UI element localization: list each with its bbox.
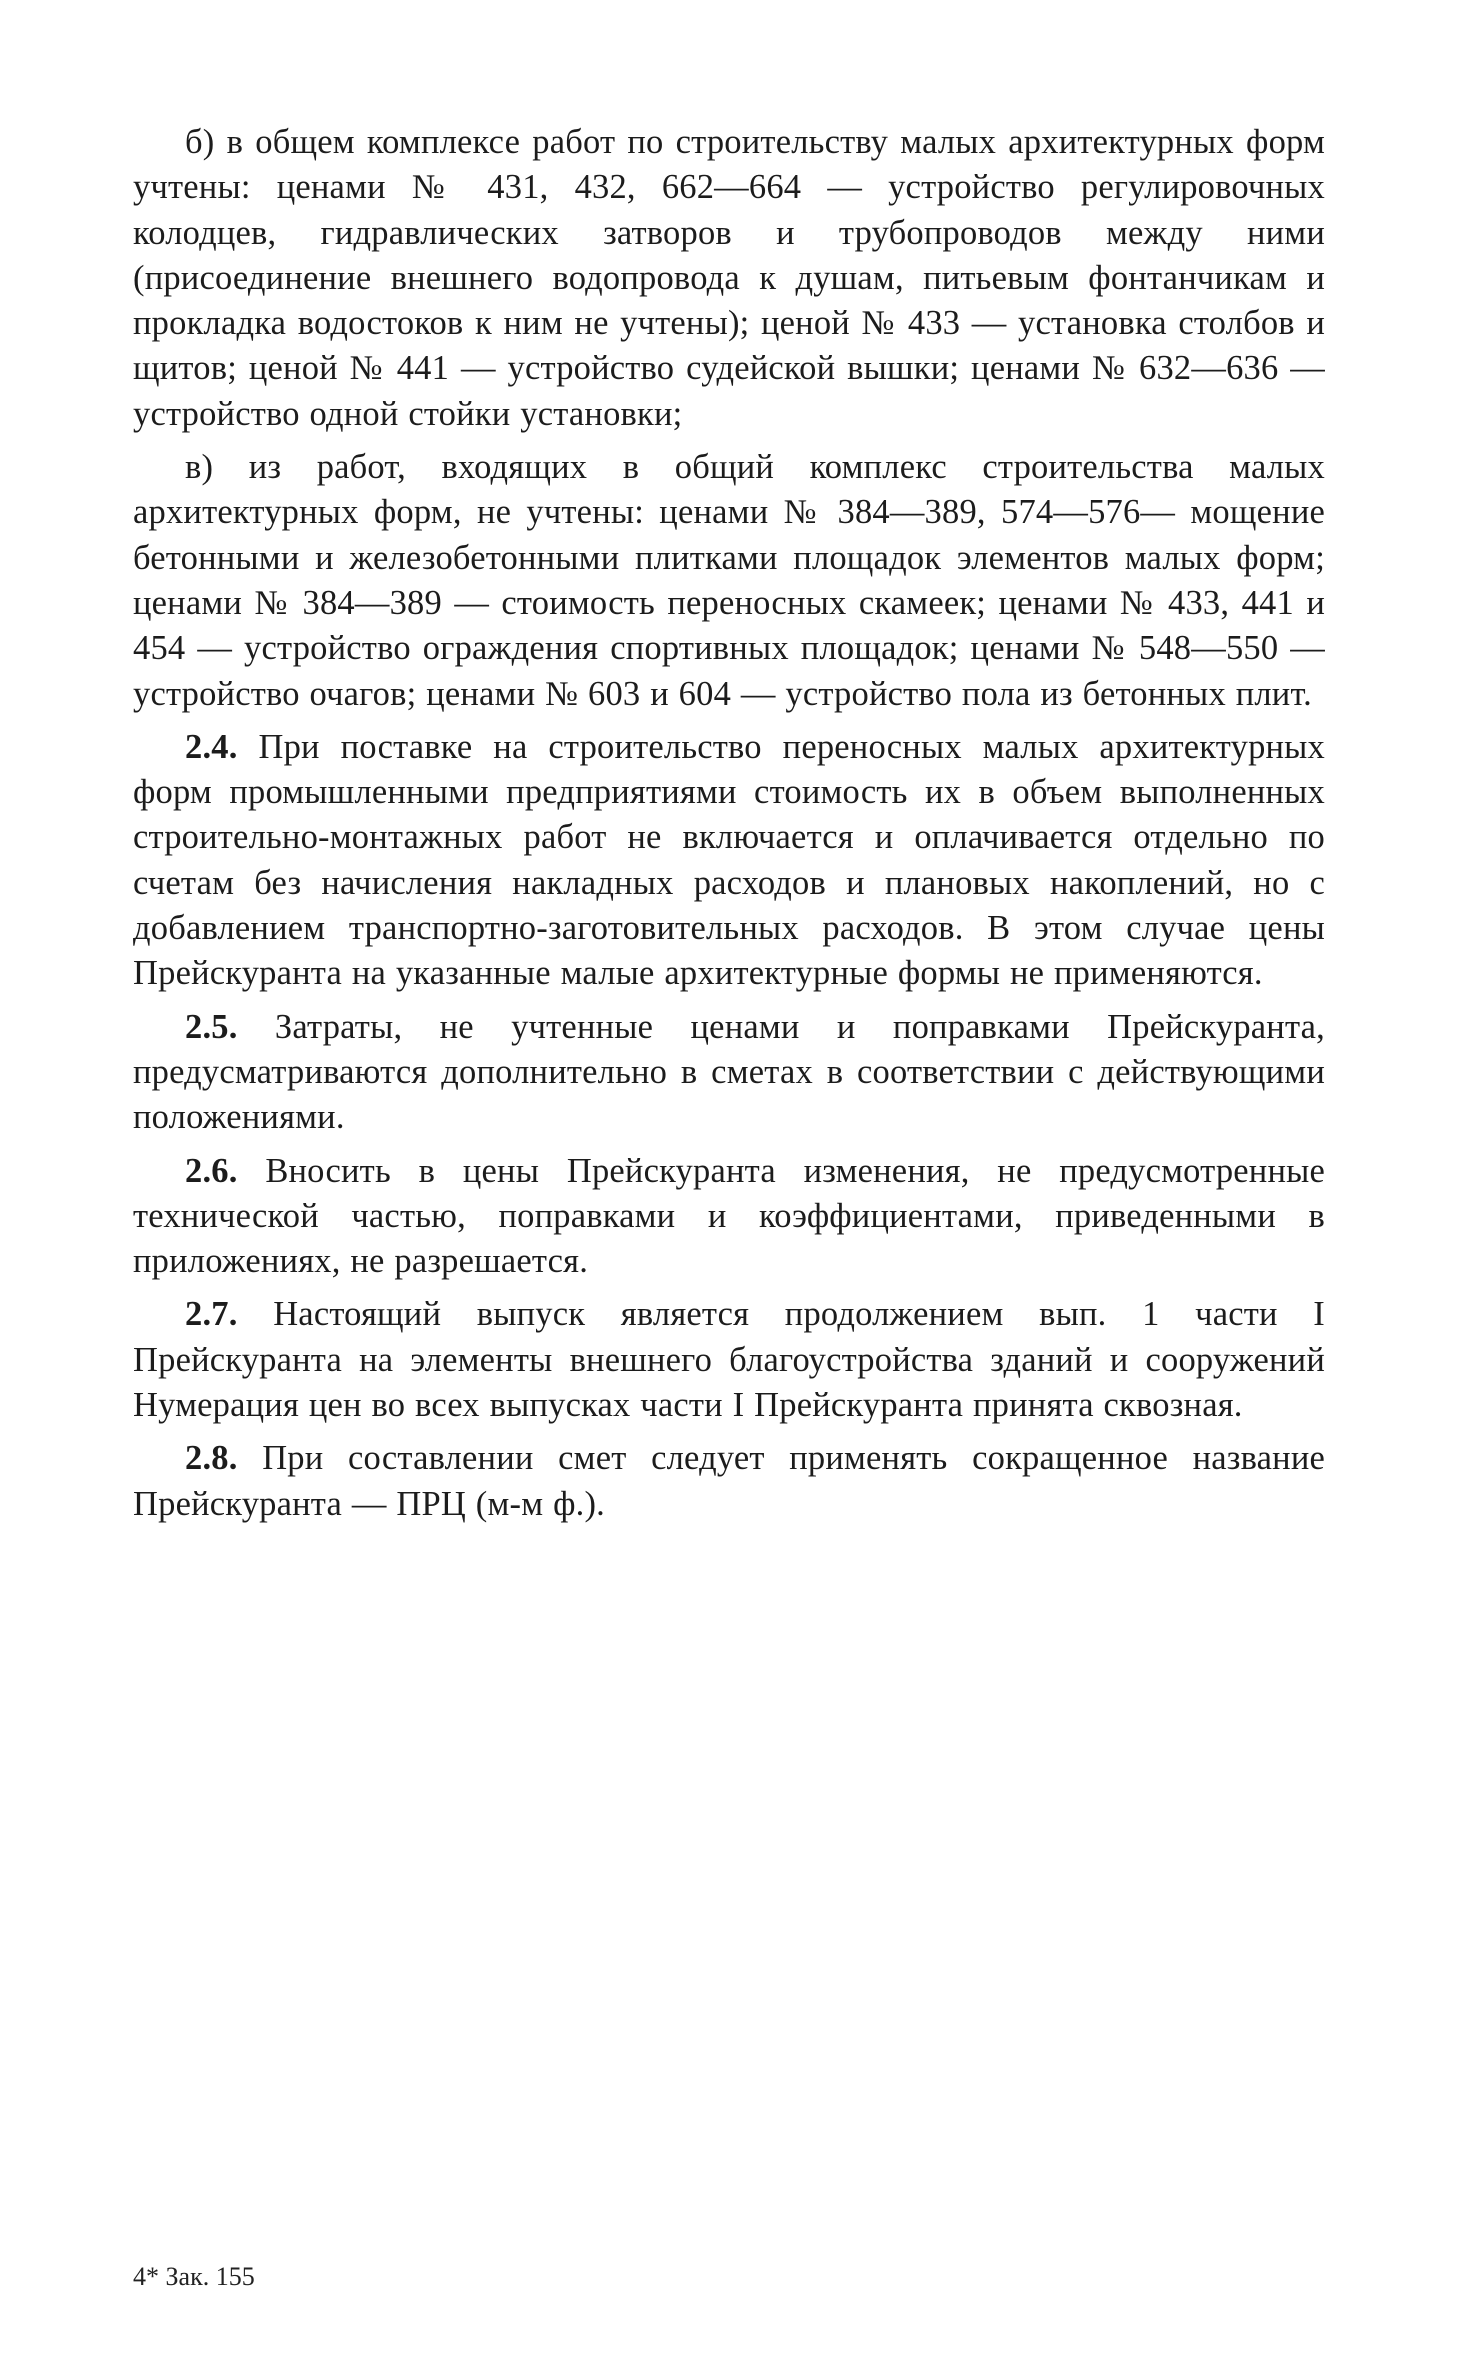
paragraph-text: При поставке на строительство переносных малых архитектурных форм промышленными предприятиями стоимость их в объем выполненных строительно-монтажных работ не включается и оплачивается отдельно по счетам без начисления накладных расходов и плановых накоплений, но с добавлением транспортно-заготовительных расходов. В этом случае цены Прейскуранта на указанные малые архитектурные формы не применяются. [133,727,1326,993]
paragraph-v [133,445,1325,717]
paragraph-text: в) из работ, входящих в общий комплекс строительства малых архитектурных форм, не учтены: ценами № 384—389, 574—576— мощение бетонными и железобетонными плитками площадок элементов малых форм; ценами № 384—389 — стоимость переносных скамеек; ценами № 433, 441 и 454 — устройство ограждения спортивных площадок; ценами № 548—550 — устройство очагов; ценами № 603 и 604 — устройство пола из бетонных плит. [133,448,1325,713]
paragraph-number: 2.7. [185,1295,238,1334]
page-footer-signature: 4* Зак. 155 [133,2262,255,2291]
paragraph-text: б) в общем комплексе работ по строительству малых архитектурных форм учтены: ценами № 431, 432, 662—664 — устройство регулировочных колодцев, гидравлических затворов и трубопроводов между ними (присоединение внешнего водопровода к душам, питьевым фонтанчикам и прокладка водостоков к ним не учтены); ценой № 433 — установка столбов и щитов; ценой № 441 — устройство судейской вышки; ценами № 632—636 — устройство одной стойки установки; [133,123,1325,433]
paragraph-text: Вносить в цены Прейскуранта изменения, не предусмотренные технической частью, поправками и коэффициентами, приведенными в приложениях, не разрешается. [133,1151,1325,1281]
paragraph-number: 2.8. [185,1439,238,1478]
paragraph-2-7 [133,1292,1325,1428]
paragraph-2-6 [133,1149,1325,1285]
paragraph-text: Затраты, не учтенные ценами и поправками Прейскуранта, предусматриваются дополнительно в сметах в соответствии с действующими положениями. [133,1007,1325,1137]
paragraph-2-4 [133,725,1325,997]
paragraph-text: При составлении смет следует применять сокращенное название Прейскуранта — ПРЦ (м-м ф.). [133,1439,1325,1523]
paragraph-number: 2.5. [185,1007,238,1046]
paragraph-b [133,120,1325,437]
paragraph-number: 2.6. [185,1151,238,1190]
paragraph-2-5 [133,1005,1325,1141]
paragraph-2-8 [133,1436,1325,1527]
paragraph-number: 2.4. [185,727,238,766]
paragraph-text: Настоящий выпуск является продолжением вып. 1 части I Прейскуранта на элементы внешнего благоустройства зданий и сооружений Нумерация цен во всех выпусках части I Прейскуранта принята сквозная. [133,1295,1325,1425]
document-body [133,120,1325,1535]
